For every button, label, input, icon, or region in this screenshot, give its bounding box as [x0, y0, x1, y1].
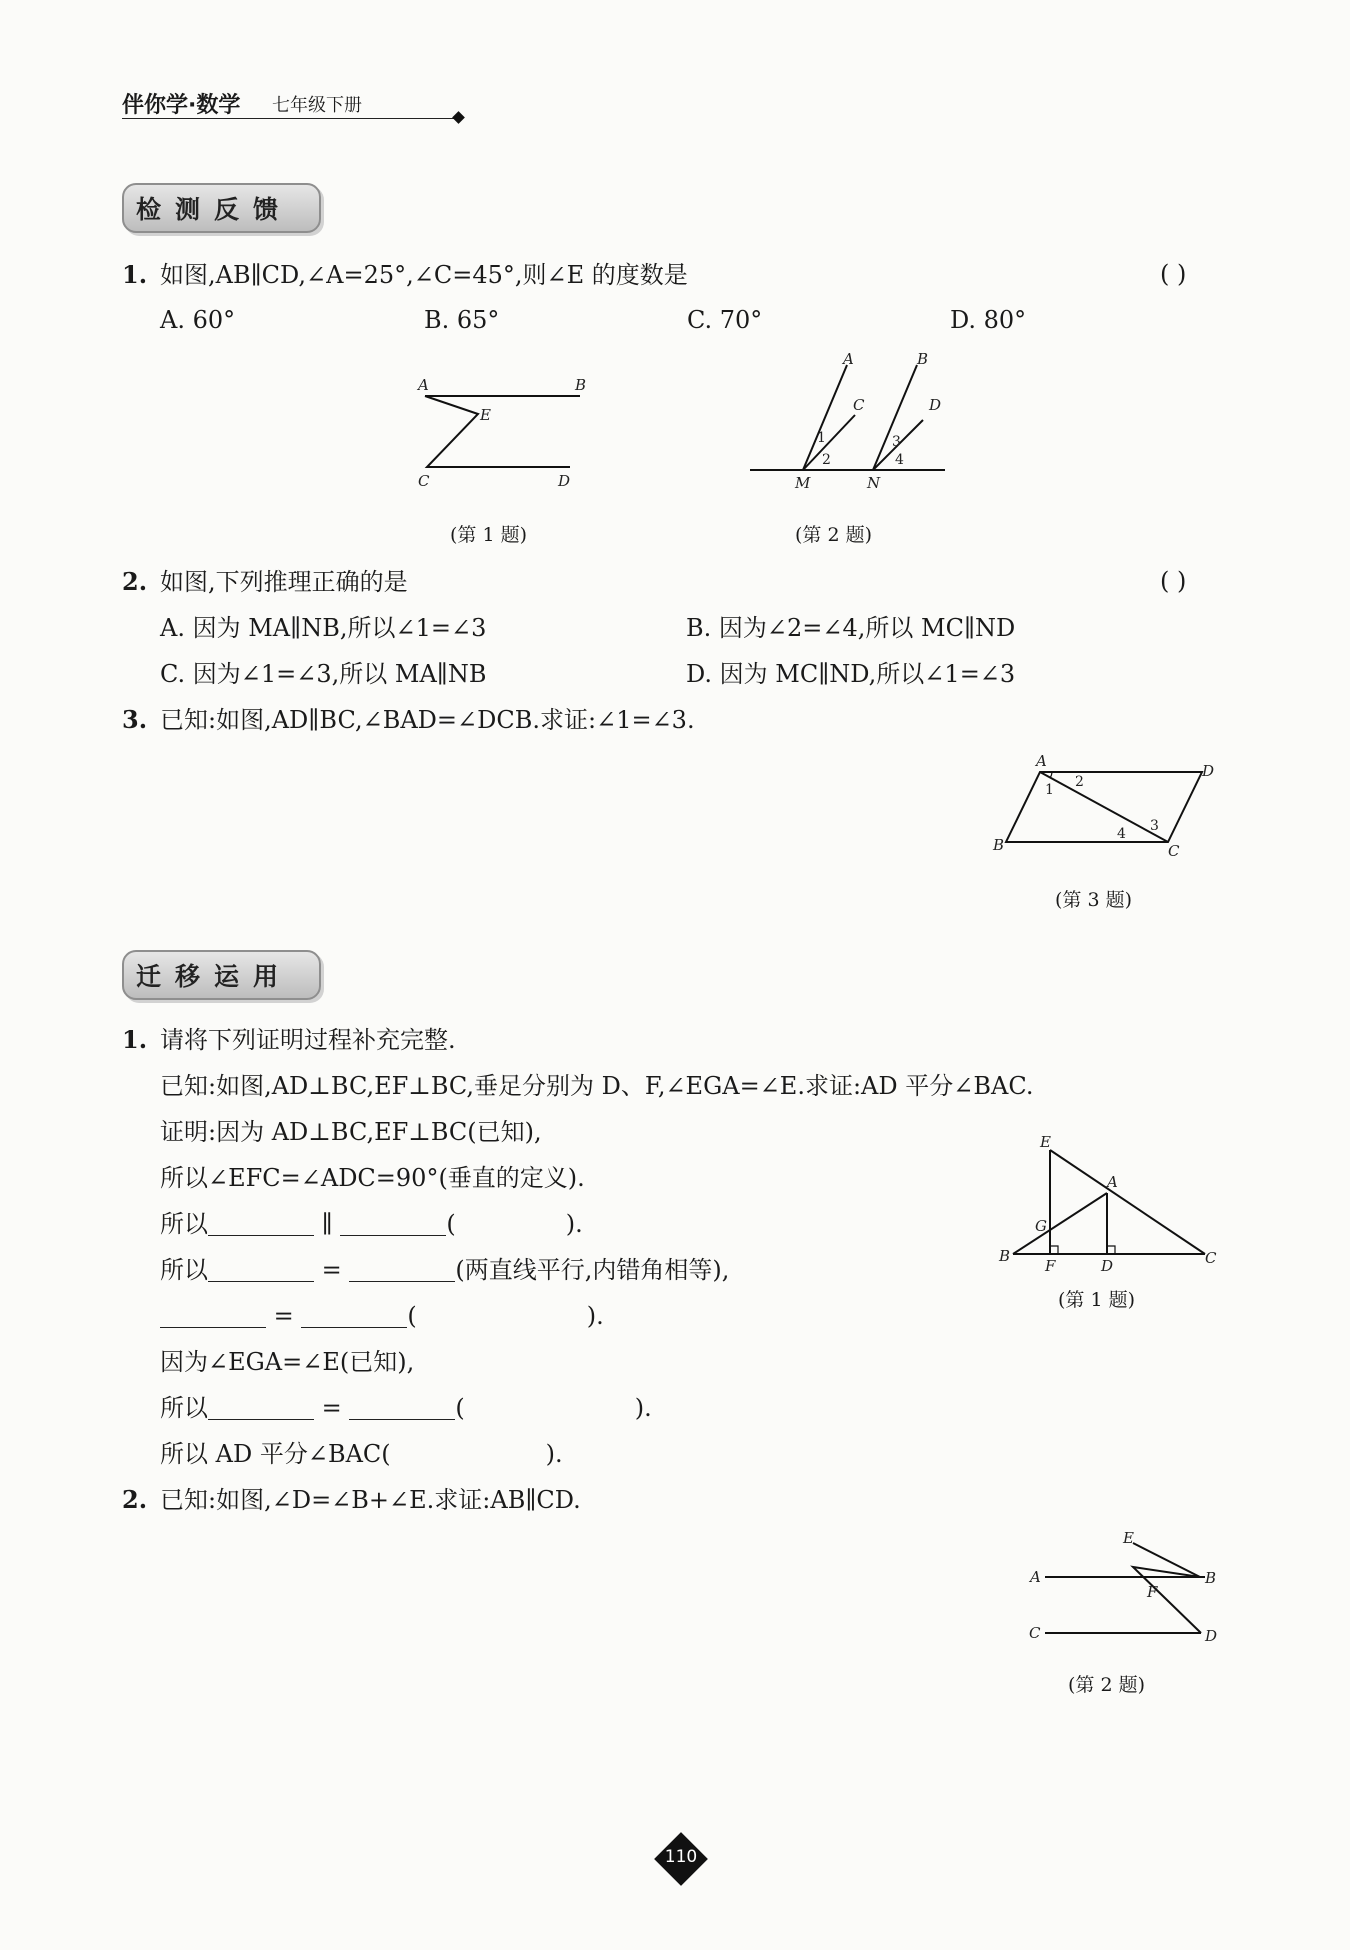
fig2-label-c: C [853, 396, 865, 414]
question-number: 3. [122, 705, 148, 734]
fig3-label-a: A [1036, 752, 1047, 770]
fig4-line-ec [1050, 1150, 1205, 1254]
proof-step-1: 所以∠EFC=∠ADC=90°(垂直的定义). [160, 1164, 585, 1192]
figure-1 [410, 370, 610, 500]
fig4-label-a: A [1107, 1173, 1118, 1191]
blank-field[interactable] [349, 1397, 455, 1420]
blank-field[interactable] [208, 1397, 314, 1420]
eq-symbol: = [321, 1394, 342, 1422]
fig2-angle-3: 3 [892, 434, 901, 450]
option-d: D. 因为 MC∥ND,所以∠1=∠3 [686, 660, 1016, 688]
fig1-label-d: D [558, 472, 571, 490]
fig2-angle-1: 1 [817, 430, 826, 446]
option-c: C. 因为∠1=∠3,所以 MA∥NB [160, 660, 487, 688]
eq-symbol: = [273, 1302, 294, 1330]
close-paren: ). [634, 1394, 652, 1422]
answer-paren: ( ) [1160, 567, 1187, 595]
section-title: 迁移运用 [136, 962, 293, 991]
blank-field[interactable] [301, 1305, 407, 1328]
given-line: 已知:如图,AD⊥BC,EF⊥BC,垂足分别为 D、F,∠EGA=∠E.求证:AD 平分∠BAC. [160, 1072, 1034, 1100]
question-3 [122, 705, 695, 735]
fig3-angle-2: 2 [1075, 774, 1084, 790]
proof-conclusion [160, 1439, 563, 1469]
question-2 [122, 567, 408, 597]
fig3-angle-4: 4 [1117, 826, 1126, 842]
figure-2-caption: (第 2 题) [795, 524, 872, 546]
proof-step-5 [160, 1393, 652, 1423]
page-header [122, 88, 462, 118]
question-1 [122, 260, 688, 290]
figure-3 [990, 750, 1220, 865]
eq-symbol: = [321, 1256, 342, 1284]
fig4-label-f: F [1045, 1257, 1056, 1275]
book-title: 伴你学·数学 [122, 93, 241, 118]
so-text: 所以 [160, 1210, 208, 1238]
fig1-label-a: A [418, 376, 429, 394]
question-text: 已知:如图,AD∥BC,∠BAD=∠DCB.求证:∠1=∠3. [160, 706, 695, 734]
so-text: 所以 [160, 1394, 208, 1422]
fig5-label-f: F [1147, 1583, 1158, 1601]
open-paren: ( [407, 1302, 417, 1330]
header-rule [122, 118, 457, 119]
fig5-label-a: A [1030, 1568, 1041, 1586]
fig1-label-c: C [418, 472, 430, 490]
option-d: D. 80° [950, 306, 1027, 334]
book-subtitle: 七年级下册 [272, 95, 362, 116]
close-paren: ). [586, 1302, 604, 1330]
question-number: 1. [122, 260, 148, 289]
open-paren: ( [446, 1210, 456, 1238]
fig1-path [425, 396, 570, 467]
section-banner-1 [122, 183, 332, 233]
option-c: C. 70° [687, 306, 763, 334]
fig5-label-d: D [1205, 1627, 1218, 1645]
fig2-label-n: N [867, 474, 881, 492]
question-text: 已知:如图,∠D=∠B+∠E.求证:AB∥CD. [160, 1486, 581, 1514]
fig1-label-e: E [480, 406, 491, 424]
proof-step-4 [160, 1301, 604, 1331]
option-a: A. 因为 MA∥NB,所以∠1=∠3 [160, 614, 487, 642]
fig4-label-c: C [1205, 1249, 1217, 1267]
conclusion-text: 所以 AD 平分∠BAC( [160, 1440, 391, 1468]
option-b: B. 因为∠2=∠4,所以 MC∥ND [686, 614, 1016, 642]
fig3-label-c: C [1168, 842, 1180, 860]
fig5-label-c: C [1029, 1624, 1041, 1642]
figure-4-caption: (第 1 题) [1058, 1289, 1135, 1311]
fig3-label-d: D [1202, 762, 1215, 780]
figure-2 [745, 350, 955, 500]
question-number: 1. [122, 1025, 148, 1054]
fig3-angle-3: 3 [1150, 818, 1159, 834]
diamond-icon [452, 111, 465, 124]
section-title: 检测反馈 [136, 195, 293, 224]
so-text: 所以 [160, 1256, 208, 1284]
fig5-label-b: B [1205, 1569, 1217, 1587]
question-2-1 [122, 1025, 456, 1055]
fig5-path-ebfd [1133, 1543, 1201, 1633]
proof-step-2 [160, 1209, 583, 1239]
proof-given-2: 因为∠EGA=∠E(已知), [160, 1348, 415, 1376]
blank-field[interactable] [160, 1305, 266, 1328]
fig3-angle-1: 1 [1045, 782, 1054, 798]
reason-alt: (两直线平行,内错角相等), [455, 1256, 730, 1284]
figure-5-caption: (第 2 题) [1068, 1674, 1145, 1696]
parallel-symbol: ∥ [321, 1210, 333, 1238]
fig4-label-e: E [1040, 1133, 1051, 1151]
fig2-angle-2: 2 [822, 452, 831, 468]
question-text: 请将下列证明过程补充完整. [160, 1026, 456, 1054]
fig2-label-m: M [795, 474, 811, 492]
fig3-label-b: B [993, 836, 1005, 854]
close-paren: ). [545, 1440, 563, 1468]
answer-paren: ( ) [1160, 260, 1187, 288]
page-number: 110 [664, 1847, 698, 1867]
fig2-angle-4: 4 [895, 452, 904, 468]
blank-field[interactable] [208, 1259, 314, 1282]
proof-step-3 [160, 1255, 729, 1285]
fig4-label-g: G [1035, 1217, 1047, 1235]
proof-start: 证明:因为 AD⊥BC,EF⊥BC(已知), [160, 1118, 542, 1146]
figure-5 [1025, 1525, 1225, 1645]
figure-4 [995, 1135, 1225, 1275]
fig4-line-ba [1013, 1193, 1107, 1254]
question-text: 如图,下列推理正确的是 [160, 568, 408, 596]
section-banner-2 [122, 950, 332, 1000]
blank-field[interactable] [208, 1213, 314, 1236]
question-2-2 [122, 1485, 581, 1515]
close-paren: ). [565, 1210, 583, 1238]
fig4-label-d: D [1101, 1257, 1114, 1275]
question-text: 如图,AB∥CD,∠A=25°,∠C=45°,则∠E 的度数是 [160, 261, 688, 289]
option-b: B. 65° [424, 306, 500, 334]
fig4-label-b: B [999, 1247, 1011, 1265]
fig4-right-angle-d [1107, 1246, 1115, 1254]
open-paren: ( [455, 1394, 465, 1422]
fig4-right-angle-f [1050, 1246, 1058, 1254]
blank-field[interactable] [340, 1213, 446, 1236]
blank-field[interactable] [349, 1259, 455, 1282]
figure-3-caption: (第 3 题) [1055, 889, 1132, 911]
fig3-diagonal [1040, 772, 1168, 842]
question-number: 2. [122, 567, 148, 596]
fig2-label-d: D [929, 396, 942, 414]
figure-1-caption: (第 1 题) [450, 524, 527, 546]
fig2-label-a: A [843, 350, 854, 368]
fig2-label-b: B [917, 350, 929, 368]
question-number: 2. [122, 1485, 148, 1514]
fig1-label-b: B [575, 376, 587, 394]
fig5-label-e: E [1123, 1529, 1134, 1547]
option-a: A. 60° [160, 306, 236, 334]
